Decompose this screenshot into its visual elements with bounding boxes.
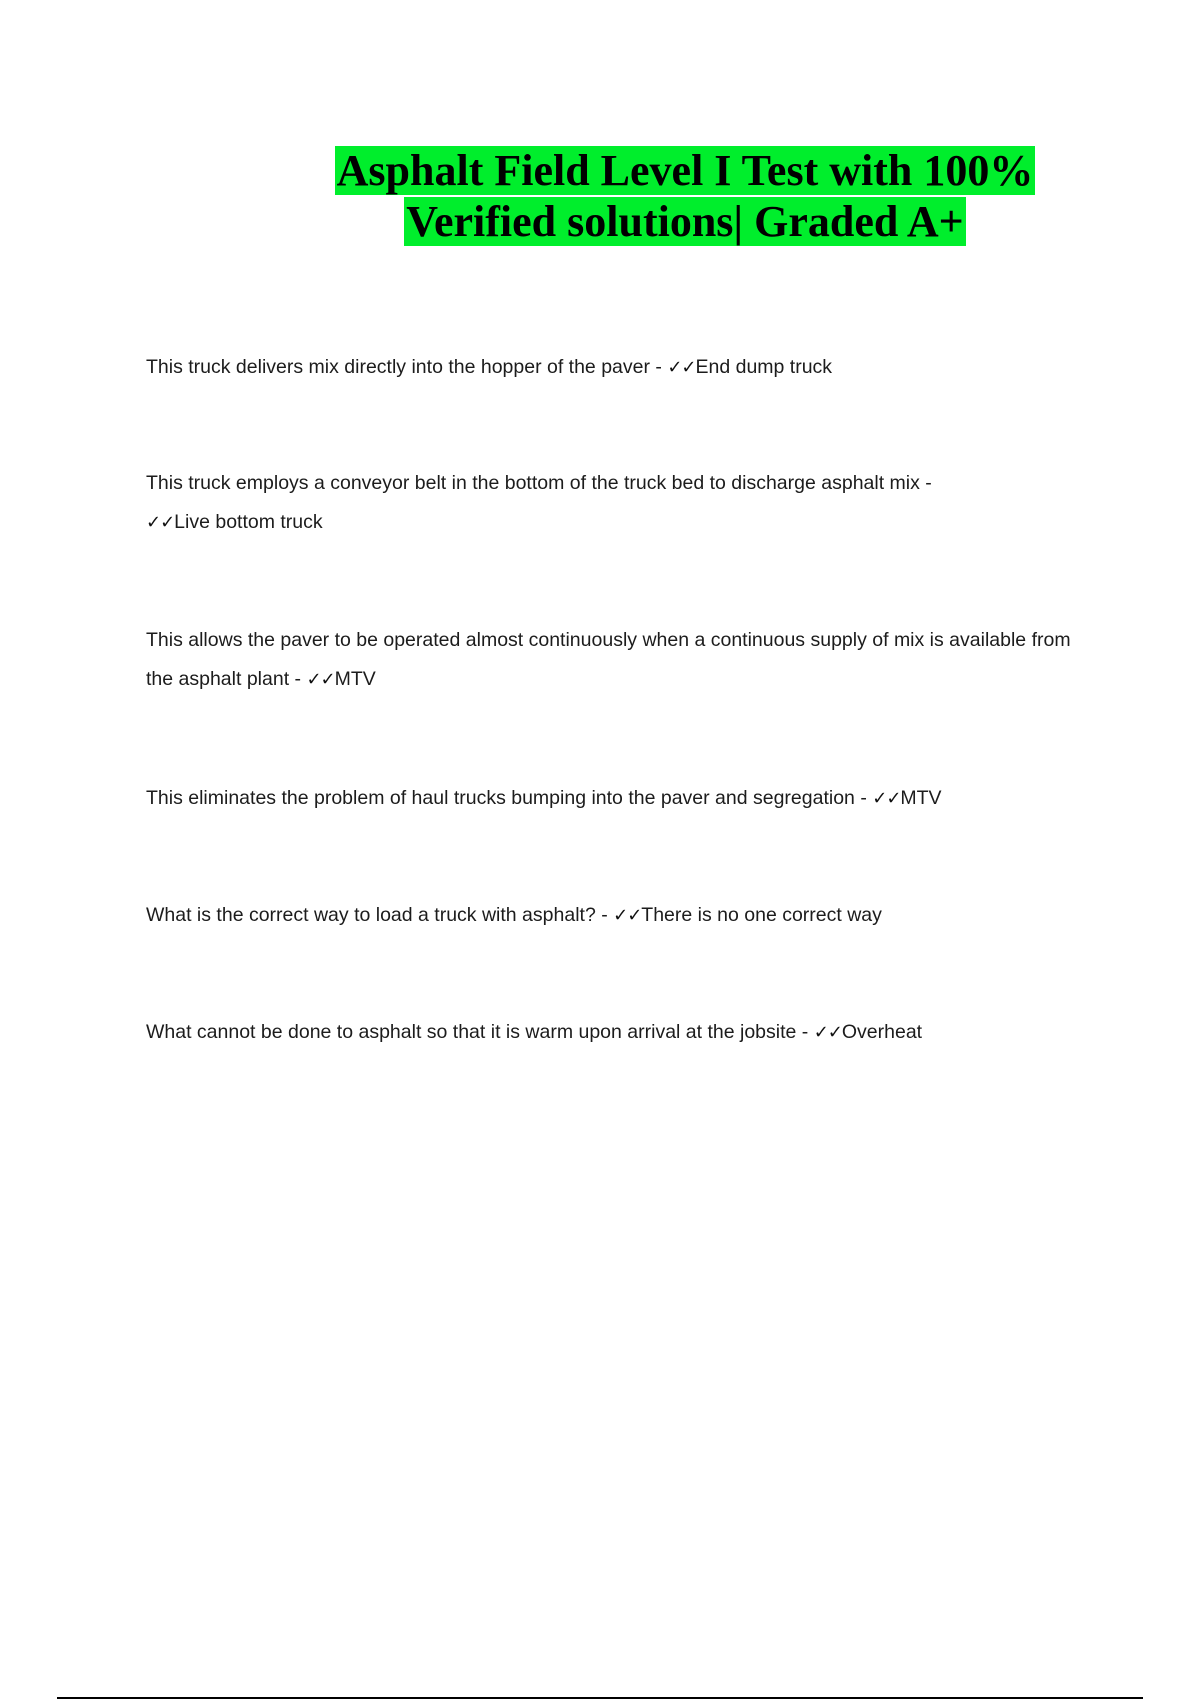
question-text: This allows the paver to be operated almost continuously when a continuous supply of mix is available from the asphalt plant - xyxy=(146,629,1071,690)
double-check-icon: ✓✓ xyxy=(813,1022,842,1043)
qa-item xyxy=(146,621,1086,699)
double-check-icon: ✓✓ xyxy=(146,512,175,533)
double-check-icon: ✓✓ xyxy=(872,788,901,809)
qa-item xyxy=(146,464,1086,542)
qa-item xyxy=(146,1013,1086,1052)
document-title xyxy=(185,145,1185,247)
answer-text: MTV xyxy=(900,787,942,809)
answer-text: There is no one correct way xyxy=(641,904,882,926)
question-text: This eliminates the problem of haul trucks bumping into the paver and segregation - xyxy=(146,787,873,809)
title-line-1: Asphalt Field Level I Test with 100% xyxy=(336,146,1034,195)
qa-item xyxy=(146,779,1086,818)
double-check-icon: ✓✓ xyxy=(306,669,335,690)
question-text: What cannot be done to asphalt so that it is warm upon arrival at the jobsite - xyxy=(146,1021,814,1043)
answer-text: MTV xyxy=(334,668,376,690)
qa-item xyxy=(146,348,1086,387)
footer-divider xyxy=(57,1697,1143,1699)
question-text: What is the correct way to load a truck with asphalt? - xyxy=(146,904,614,926)
title-line-2: Verified solutions| Graded A+ xyxy=(406,197,964,246)
question-text: This truck employs a conveyor belt in the bottom of the truck bed to discharge asphalt mix - xyxy=(146,472,932,494)
answer-text: Overheat xyxy=(841,1021,923,1043)
qa-item xyxy=(146,896,1086,935)
answer-text: End dump truck xyxy=(695,356,833,378)
double-check-icon: ✓✓ xyxy=(667,357,696,378)
question-text: This truck delivers mix directly into the hopper of the paver - xyxy=(146,356,668,378)
answer-text: Live bottom truck xyxy=(174,511,323,533)
double-check-icon: ✓✓ xyxy=(613,905,642,926)
